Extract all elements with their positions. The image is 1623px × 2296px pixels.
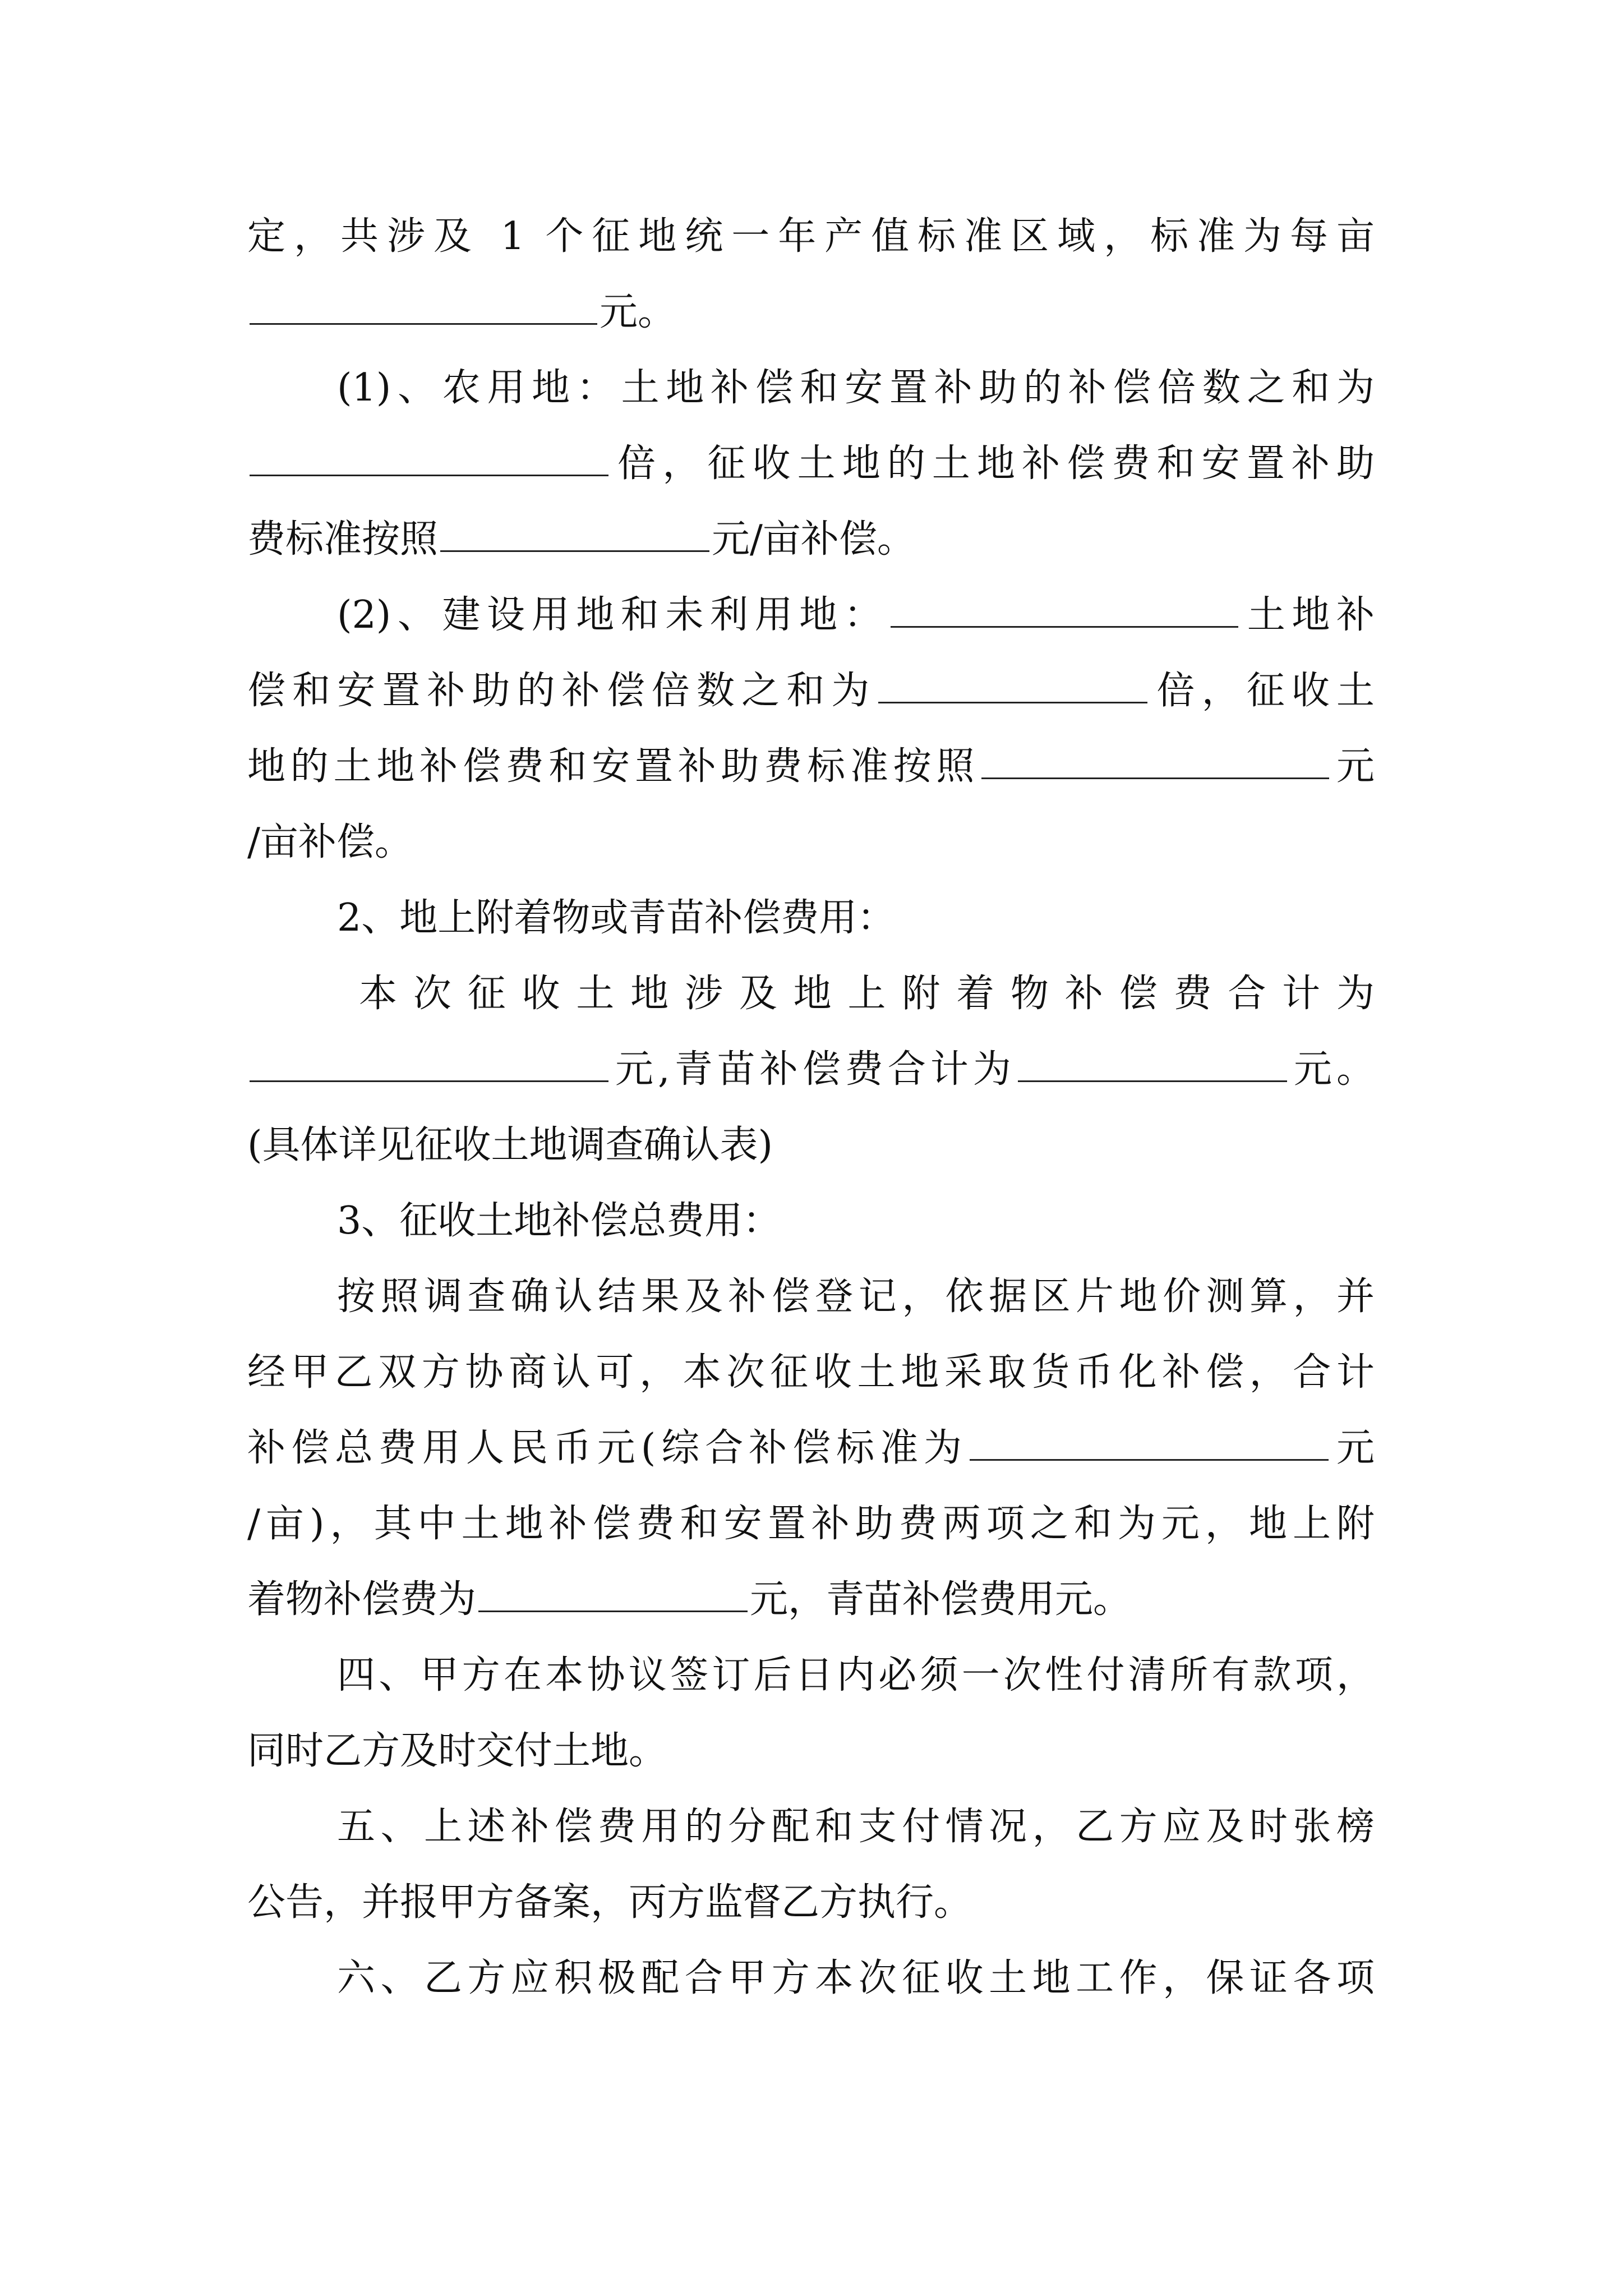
text-line: 补偿总费用人民币元(综合补偿标准为 元 [247,1415,1375,1482]
text-line: 元。 [247,279,1375,346]
clause-five: 五、上述补偿费用的分配和支付情况，乙方应及时张榜 [337,1805,1375,1849]
fill-in-blank[interactable] [970,1423,1329,1461]
text-line: 按照调查确认结果及补偿登记，依据区片地价测算，并 [337,1274,1375,1319]
text-line: (2)、建设用地和未利用地： 土地补 [337,582,1375,649]
fill-in-blank[interactable] [1018,1045,1287,1082]
text-line: 倍，征收土地的土地补偿费和安置补助 [247,430,1375,498]
fill-in-blank[interactable] [250,439,608,476]
text-line: 本次征收土地涉及地上附着物补偿费合计为 [359,972,1375,1016]
text-line: 地的土地补偿费和安置补助费标准按照 元 [247,733,1375,800]
clause-six: 六、乙方应积极配合甲方本次征收土地工作，保证各项 [337,1956,1375,2000]
fill-in-blank[interactable] [891,590,1238,628]
fill-in-blank[interactable] [250,287,597,325]
text-line: 经甲乙双方协商认可，本次征收土地采取货币化补偿，合计 [247,1350,1375,1395]
fill-in-blank[interactable] [478,1575,748,1612]
text-line: /亩)，其中土地补偿费和安置补助费两项之和为元，地上附 [247,1502,1375,1546]
text-line: 公告，并报甲方备案，丙方监督乙方执行。 [247,1880,972,1925]
clause-four: 四、甲方在本协议签订后日内必须一次性付清所有款项， [337,1653,1375,1697]
fill-in-blank[interactable] [440,514,709,552]
text-line: 费标准按照 元/亩补偿。 [247,506,1375,573]
text-line: 着物补偿费为 元，青苗补偿费用元。 [247,1566,1375,1634]
text-line: 元,青苗补偿费合计为 元。 [247,1036,1375,1103]
section-heading: 2、地上附着物或青苗补偿费用： [337,896,896,940]
text-line: 偿和安置补助的补偿倍数之和为 倍，征收土 [247,657,1375,725]
fill-in-blank[interactable] [878,666,1147,703]
text-line: 同时乙方及时交付土地。 [247,1729,667,1773]
text-line: /亩补偿。 [247,820,413,864]
text-line: (具体详见征收土地调查确认表) [247,1123,773,1167]
section-heading: 3、征收土地补偿总费用： [337,1199,781,1243]
fill-in-blank[interactable] [250,1045,608,1082]
text-line: 定，共涉及 1 个征地统一年产值标准区域，标准为每亩 [247,214,1375,259]
text-line: (1)、农用地：土地补偿和安置补助的补偿倍数之和为 [337,366,1375,410]
fill-in-blank[interactable] [981,742,1329,779]
